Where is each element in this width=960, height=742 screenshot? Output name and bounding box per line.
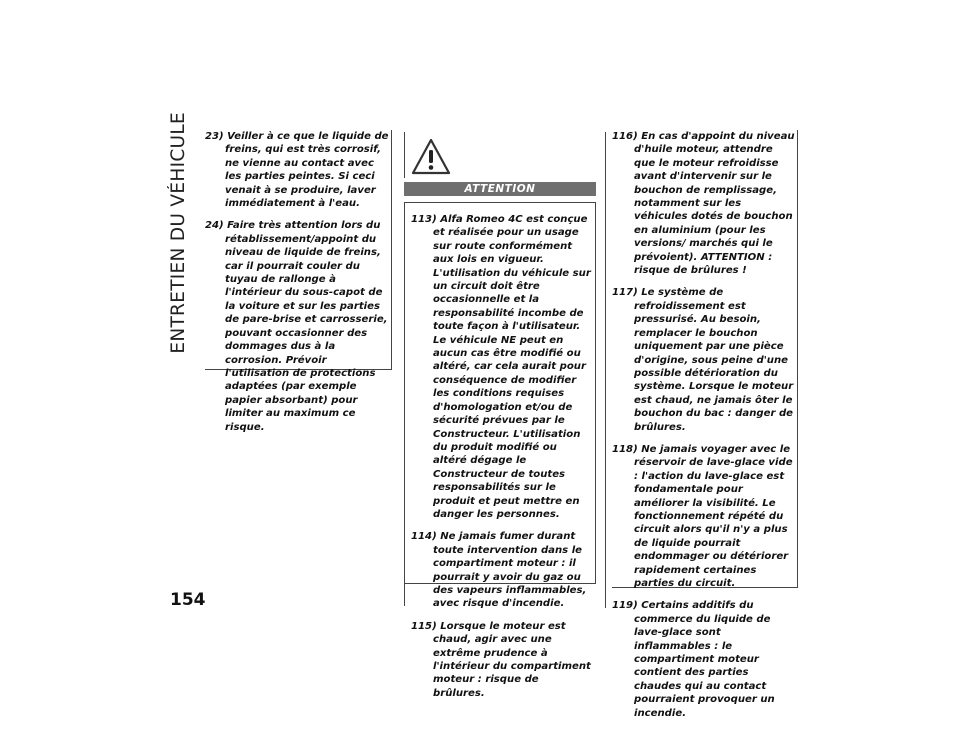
column-divider-bottom <box>404 584 405 606</box>
note-115: 115) Lorsque le moteur est chaud, agir avec une extrême prudence à l'intérieur du compartiment moteur : risque de brûlures. <box>411 620 591 699</box>
section-title <box>160 112 196 354</box>
warning-header: ATTENTION <box>404 182 596 196</box>
warning-triangle-icon <box>411 138 451 176</box>
note-116: 116) En cas d'appoint du niveau d'huile moteur, attendre que le moteur refroidisse avant d'intervenir sur le bouchon de remplissage, notamment sur les véhicules dotés de bouchon en aluminium (pour les versions/ marchés qui le prévoient). ATTENTION : risque de brûlures ! <box>612 131 795 277</box>
note-118: 118) Ne jamais voyager avec le réservoir de lave-glace vide : l'action du lave-glace est fondamentale pour améliorer la visibilité. Le fonctionnement répété du circuit alors qu'il n'y a plus de liquide pourrait endommager ou détériorer rapidement certaines parties du circuit. <box>612 443 793 589</box>
column-divider <box>404 132 405 178</box>
note-24: 24) Faire très attention lors du rétablissement/appoint du niveau de liquide de freins, car il pourrait couler du tuyau de rallonge à l'intérieur du sous-capot de la voiture et sur les parties de pare-brise et carrosserie, pouvant occasionner des dommages dus à la corrosion. Prévoir l'utilisation de protections adaptées (par exemple papier absorbant) pour limiter au maximum ce risque. <box>205 220 388 433</box>
column-1-notes <box>205 130 392 433</box>
note-117: 117) Le système de refroidissement est pressurisé. Au besoin, remplacer le bouchon uniquement par une pièce d'origine, sous peine d'une possible détérioration du système. Lorsque le moteur est chaud, ne jamais ôter le bouchon du bac : danger de brûlures. <box>612 287 794 433</box>
section-title-text: ENTRETIEN DU VÉHICULE <box>167 112 189 354</box>
column-3-notes <box>612 130 798 719</box>
note-23: 23) Veiller à ce que le liquide de freins, qui est très corrosif, ne vienne au contact avec les parties peintes. Si ceci venait à se produire, laver immédiatement à l'eau. <box>205 131 389 210</box>
note-113: 113) Alfa Romeo 4C est conçue et réalisée pour un usage sur route conformément aux lois en vigueur. L'utilisation du véhicule sur un circuit doit être occasionnelle et la responsabilité incombe de toute façon à l'utilisateur. Le véhicule NE peut en aucun cas être modifié ou altéré, car cela aurait pour conséquence de modifier les conditions requises d'homologation et/ou de sécurité prévues par le Constructeur. L'utilisation du produit modifié ou altéré dégage le Constructeur de toutes responsabilités sur le produit et peut mettre en danger les personnes. <box>411 214 591 520</box>
column-divider-right <box>605 132 606 608</box>
warning-box <box>404 202 596 699</box>
page-number: 154 <box>170 590 206 610</box>
note-119: 119) Certains additifs du commerce du liquide de lave-glace sont inflammables : le compartiment moteur contient des parties chaudes qui au contact pourraient provoquer un incendie. <box>612 600 775 719</box>
note-114: 114) Ne jamais fumer durant toute intervention dans le compartiment moteur : il pourrait y avoir du gaz ou des vapeurs inflammables, avec risque d'incendie. <box>411 531 587 610</box>
